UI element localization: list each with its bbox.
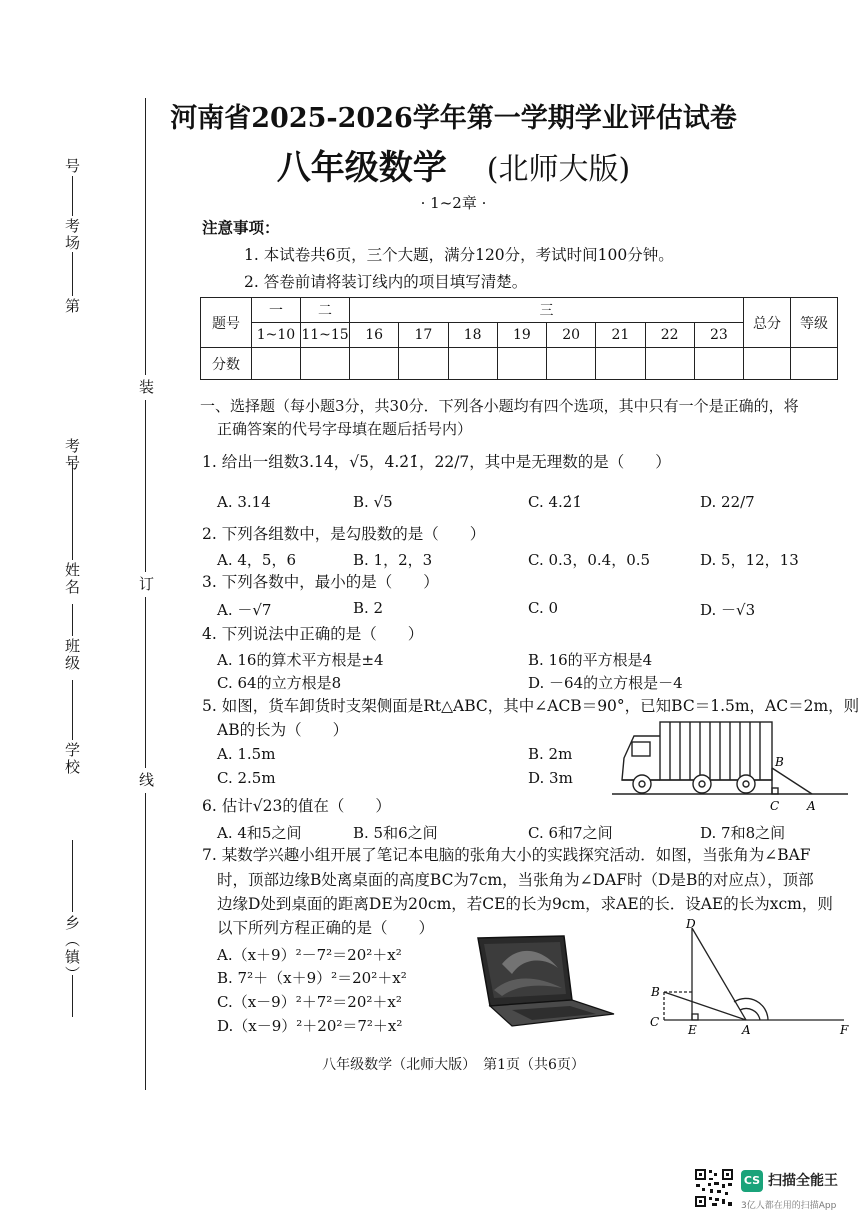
total-header: 总分 bbox=[744, 298, 791, 348]
class-blank bbox=[72, 604, 73, 636]
label-b: B bbox=[775, 755, 784, 769]
page-footer: 八年级数学（北师大版） 第1页（共6页） bbox=[322, 1057, 585, 1073]
town-blank bbox=[72, 840, 73, 912]
binding-label-class: 班级 bbox=[63, 638, 81, 672]
binding-mark-xian: 线 bbox=[136, 768, 157, 793]
label-b: B bbox=[651, 985, 660, 999]
binding-mark-zhuang: 装 bbox=[136, 375, 157, 400]
grade-header: 等级 bbox=[791, 298, 838, 348]
q7-option-c[interactable]: C.（x－9）²＋7²＝20²＋x² bbox=[217, 993, 402, 1011]
col-header: 21 bbox=[596, 323, 645, 348]
brand-tagline: 3亿人都在用的扫描App bbox=[741, 1201, 837, 1211]
q2-option-d[interactable]: D. 5，12，13 bbox=[700, 551, 799, 569]
section-3-header: 三 bbox=[350, 298, 744, 323]
di-blank bbox=[72, 252, 73, 296]
subject-line bbox=[0, 140, 867, 189]
q5-option-c[interactable]: C. 2.5m bbox=[217, 769, 276, 787]
notice-heading: 注意事项： bbox=[202, 218, 280, 237]
binding-label-kaochang: 考场 bbox=[63, 218, 81, 252]
q2-option-a[interactable]: A. 4，5，6 bbox=[217, 551, 296, 569]
score-cell[interactable] bbox=[596, 348, 645, 380]
col-header: 1~10 bbox=[252, 323, 301, 348]
score-cell[interactable] bbox=[645, 348, 694, 380]
question-2-stem: 2. 下列各组数中，是勾股数的是（ ） bbox=[202, 525, 486, 543]
label-d: D bbox=[686, 918, 696, 931]
q1-option-b[interactable]: B. √5 bbox=[353, 493, 393, 511]
score-label: 分数 bbox=[201, 348, 252, 380]
binding-label-town: 乡（镇） bbox=[63, 915, 81, 983]
q6-option-b[interactable]: B. 5和6之间 bbox=[353, 824, 438, 842]
binding-label-di: 第 bbox=[63, 298, 81, 315]
angle-figure bbox=[646, 918, 852, 1036]
q5-option-b[interactable]: B. 2m bbox=[528, 745, 573, 763]
label-c: C bbox=[650, 1015, 660, 1029]
question-5-stem-line2: AB的长为（ ） bbox=[217, 721, 349, 739]
q5-option-a[interactable]: A. 1.5m bbox=[217, 745, 276, 763]
q6-option-c[interactable]: C. 6和7之间 bbox=[528, 824, 613, 842]
exam-number-blank bbox=[72, 460, 73, 560]
label-f: F bbox=[840, 1023, 849, 1036]
col-header: 19 bbox=[497, 323, 546, 348]
score-cell[interactable] bbox=[497, 348, 546, 380]
subject-title: 八年级数学 bbox=[276, 148, 447, 188]
q3-option-b[interactable]: B. 2 bbox=[353, 599, 384, 617]
q1-option-a[interactable]: A. 3.14 bbox=[217, 493, 271, 511]
question-6-stem: 6. 估计√23的值在（ ） bbox=[202, 797, 391, 815]
row-label: 题号 bbox=[201, 298, 252, 348]
q7-option-a[interactable]: A.（x＋9）²－7²＝20²＋x² bbox=[217, 946, 402, 964]
question-7-stem-line1: 7. 某数学兴趣小组开展了笔记本电脑的张角大小的实践探究活动．如图，当张角为∠BAF bbox=[202, 846, 811, 864]
question-7-stem-line2: 时，顶部边缘B处离桌面的高度BC为7cm，当张角为∠DAF时（D是B的对应点），顶部 bbox=[217, 871, 814, 889]
col-header: 18 bbox=[448, 323, 497, 348]
q7-option-b[interactable]: B. 7²＋（x＋9）²＝20²＋x² bbox=[217, 969, 407, 987]
score-cell[interactable] bbox=[744, 348, 791, 380]
q2-option-c[interactable]: C. 0.3，0.4，0.5 bbox=[528, 551, 651, 569]
col-header: 22 bbox=[645, 323, 694, 348]
truck-cargo-box bbox=[660, 722, 772, 780]
score-cell[interactable] bbox=[399, 348, 448, 380]
q5-option-d[interactable]: D. 3m bbox=[528, 769, 573, 787]
binding-label-kaohao: 考号 bbox=[63, 438, 81, 472]
col-header: 23 bbox=[694, 323, 743, 348]
segment-da bbox=[692, 928, 746, 1020]
q4-option-d[interactable]: D. －64的立方根是－4 bbox=[528, 674, 683, 692]
question-1-stem: 1. 给出一组数3.14，√5，4.2̇1̇，22/7，其中是无理数的是（ ） bbox=[202, 453, 671, 471]
score-cell[interactable] bbox=[252, 348, 301, 380]
notice-item-1: 1. 本试卷共6页，三个大题，满分120分，考试时间100分钟。 bbox=[244, 246, 674, 264]
score-cell[interactable] bbox=[547, 348, 596, 380]
q3-option-a[interactable]: A. －√7 bbox=[217, 601, 272, 619]
q4-option-a[interactable]: A. 16的算术平方根是±4 bbox=[217, 651, 384, 669]
truck-figure bbox=[612, 718, 848, 814]
q1-option-c[interactable]: C. 4.2̇1̇ bbox=[528, 493, 582, 511]
col-header: 16 bbox=[350, 323, 399, 348]
col-header: 11~15 bbox=[301, 323, 350, 348]
school-blank bbox=[72, 680, 73, 740]
question-7-stem-line3: 边缘D处到桌面的距离DE为20cm，若CE的长为9cm，求AE的长．设AE的长为xcm，则 bbox=[217, 895, 833, 913]
label-e: E bbox=[688, 1023, 697, 1036]
score-cell[interactable] bbox=[301, 348, 350, 380]
exam-title: 河南省2025-2026学年第一学期学业评估试卷 bbox=[170, 103, 737, 134]
q7-option-d[interactable]: D.（x－9）²＋20²＝7²＋x² bbox=[217, 1017, 403, 1035]
q4-option-c[interactable]: C. 64的立方根是8 bbox=[217, 674, 342, 692]
question-3-stem: 3. 下列各数中，最小的是（ ） bbox=[202, 573, 439, 591]
section1-heading-line2: 正确答案的代号字母填在题后括号内） bbox=[217, 420, 473, 438]
section1-heading-line1: 一、选择题（每小题3分，共30分．下列各小题均有四个选项，其中只有一个是正确的，将 bbox=[200, 397, 799, 415]
binding-label-name: 姓名 bbox=[63, 562, 81, 596]
chapter-range: · 1~2章 · bbox=[420, 194, 487, 212]
qr-code-icon bbox=[694, 1168, 734, 1208]
q3-option-d[interactable]: D. －√3 bbox=[700, 601, 756, 619]
q1-option-d[interactable]: D. 22/7 bbox=[700, 493, 755, 511]
score-cell[interactable] bbox=[694, 348, 743, 380]
segment-ba bbox=[664, 992, 746, 1020]
q4-option-b[interactable]: B. 16的平方根是4 bbox=[528, 651, 653, 669]
label-a: A bbox=[742, 1023, 751, 1036]
col-header: 17 bbox=[399, 323, 448, 348]
camscanner-logo-icon: CS bbox=[741, 1170, 763, 1192]
binding-label-school: 学校 bbox=[63, 742, 81, 776]
town-blank-lower bbox=[72, 975, 73, 1017]
score-cell[interactable] bbox=[791, 348, 838, 380]
label-c: C bbox=[770, 799, 780, 813]
label-a: A bbox=[807, 799, 816, 813]
q6-option-a[interactable]: A. 4和5之间 bbox=[217, 824, 302, 842]
question-4-stem: 4. 下列说法中正确的是（ ） bbox=[202, 625, 424, 643]
q6-option-d[interactable]: D. 7和8之间 bbox=[700, 824, 786, 842]
binding-mark-ding: 订 bbox=[136, 572, 157, 597]
score-cell[interactable] bbox=[350, 348, 399, 380]
score-cell[interactable] bbox=[448, 348, 497, 380]
edition-label: (北师大版) bbox=[486, 152, 631, 187]
col-header: 20 bbox=[547, 323, 596, 348]
brand-name: 扫描全能王 bbox=[768, 1173, 838, 1189]
question-5-stem-line1: 5. 如图，货车卸货时支架侧面是Rt△ABC，其中∠ACB＝90°，已知BC＝1.5m，AC＝2m，则 bbox=[202, 697, 860, 715]
q3-option-c[interactable]: C. 0 bbox=[528, 599, 559, 617]
notice-item-2: 2. 答卷前请将装订线内的项目填写清楚。 bbox=[244, 273, 528, 291]
laptop-image bbox=[472, 934, 620, 1030]
binding-label-hao: 号 bbox=[63, 158, 81, 175]
question-7-stem-line4: 以下所列方程正确的是（ ） bbox=[217, 919, 435, 937]
q2-option-b[interactable]: B. 1，2，3 bbox=[353, 551, 433, 569]
section-1-header: 一 bbox=[252, 298, 301, 323]
section-2-header: 二 bbox=[301, 298, 350, 323]
score-table bbox=[200, 297, 838, 380]
